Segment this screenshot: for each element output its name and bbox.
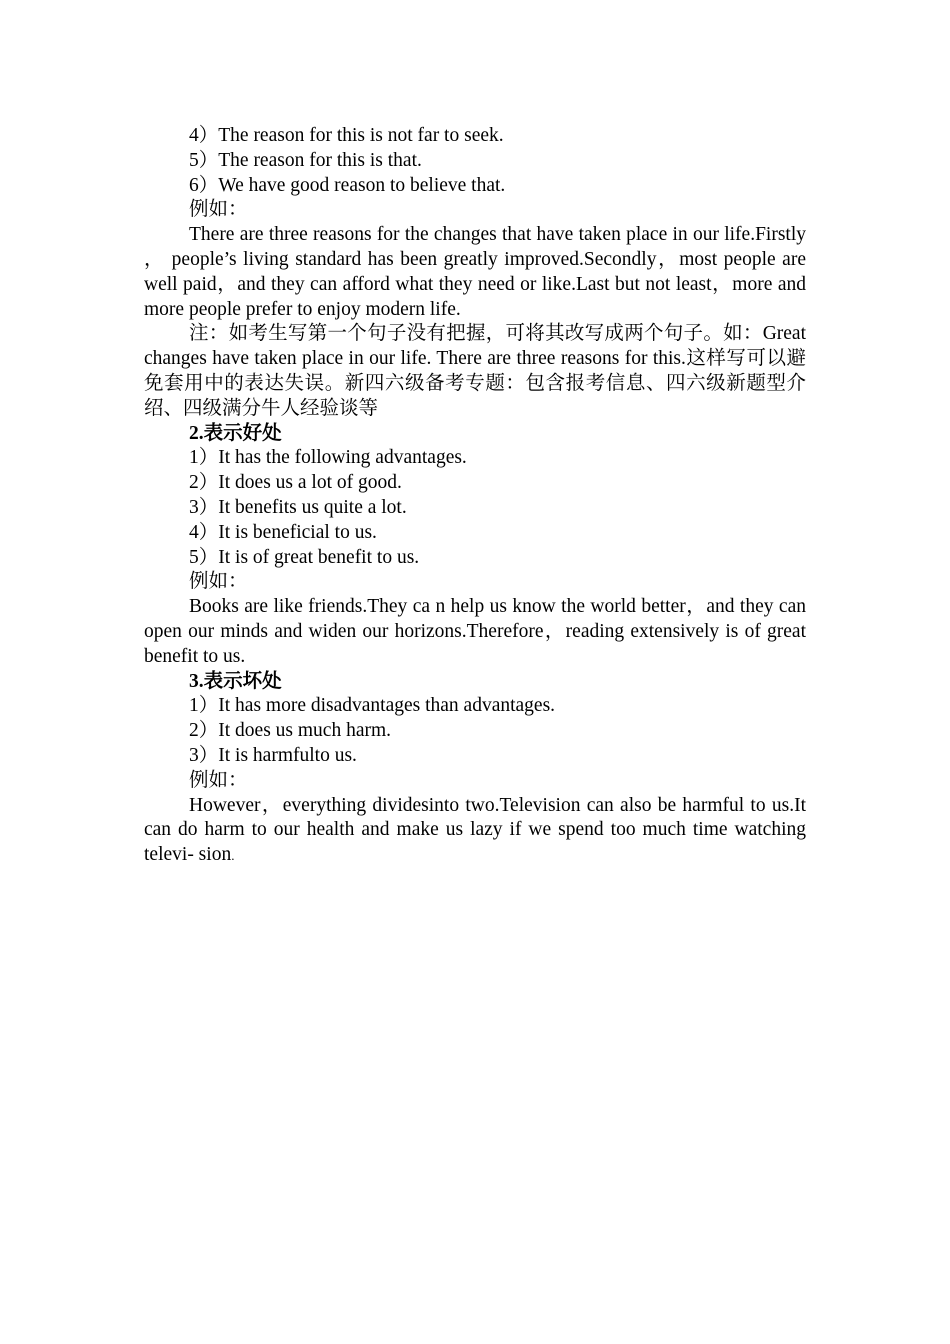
example-label: 例如： xyxy=(189,199,248,221)
reason-item-4: 4）The reason for this is not far to seek. xyxy=(189,125,504,146)
disadvantage-item: 2）It does us much harm. xyxy=(189,720,392,742)
reason-item-5: 5）The reason for this is that. xyxy=(189,149,422,171)
section-heading-advantages: 2.表示好处 xyxy=(189,422,282,444)
disadvantage-item: 3）It is harmfulto us. xyxy=(189,744,357,766)
advantage-item: 3）It benefits us quite a lot. xyxy=(189,496,407,518)
disadvantage-item: 1）It has more disadvantages than advantages. xyxy=(189,695,556,717)
disadvantage-example-paragraph xyxy=(144,794,806,869)
advantage-item: 5）It is of great benefit to us. xyxy=(189,546,420,568)
advantage-item: 1）It has the following advantages. xyxy=(189,447,467,469)
disadvantage-example-period: . xyxy=(231,848,235,864)
advantage-example-paragraph: Books are like friends.They ca n help us know the world better，and they can open our minds and widen our horizons.Therefore，reading extensively is of great benefit to us. xyxy=(144,596,806,667)
disadvantage-example-text: However，everything dividesinto two.Television can also be harmful to us.It can do harm to our health and make us lazy if we spend too much time watching televi- sion xyxy=(144,794,806,866)
reason-item-6: 6）We have good reason to believe that. xyxy=(189,174,506,196)
example-paragraph: There are three reasons for the changes that have taken place in our life.Firstly ， people’s living standard has been greatly improved.Secondly，most people are well paid，and they can afford what they need or like.Last but not least，more and more people prefer to enjoy modern life. xyxy=(144,224,806,320)
note-paragraph: 注：如考生写第一个句子没有把握，可将其改写成两个句子。如：Great changes have taken place in our life. There are three reasons for this.这样写可以避免套用中的表达失误。新四六级备考专题：包含报考信息、四六级新题型介绍、四级满分牛人经验谈等 xyxy=(144,323,806,419)
advantage-item: 2）It does us a lot of good. xyxy=(189,472,402,494)
example-label: 例如： xyxy=(189,571,248,593)
document-page xyxy=(144,124,806,869)
section-heading-disadvantages: 3.表示坏处 xyxy=(189,670,282,692)
advantage-item: 4）It is beneficial to us. xyxy=(189,521,377,543)
example-label: 例如： xyxy=(189,769,248,791)
